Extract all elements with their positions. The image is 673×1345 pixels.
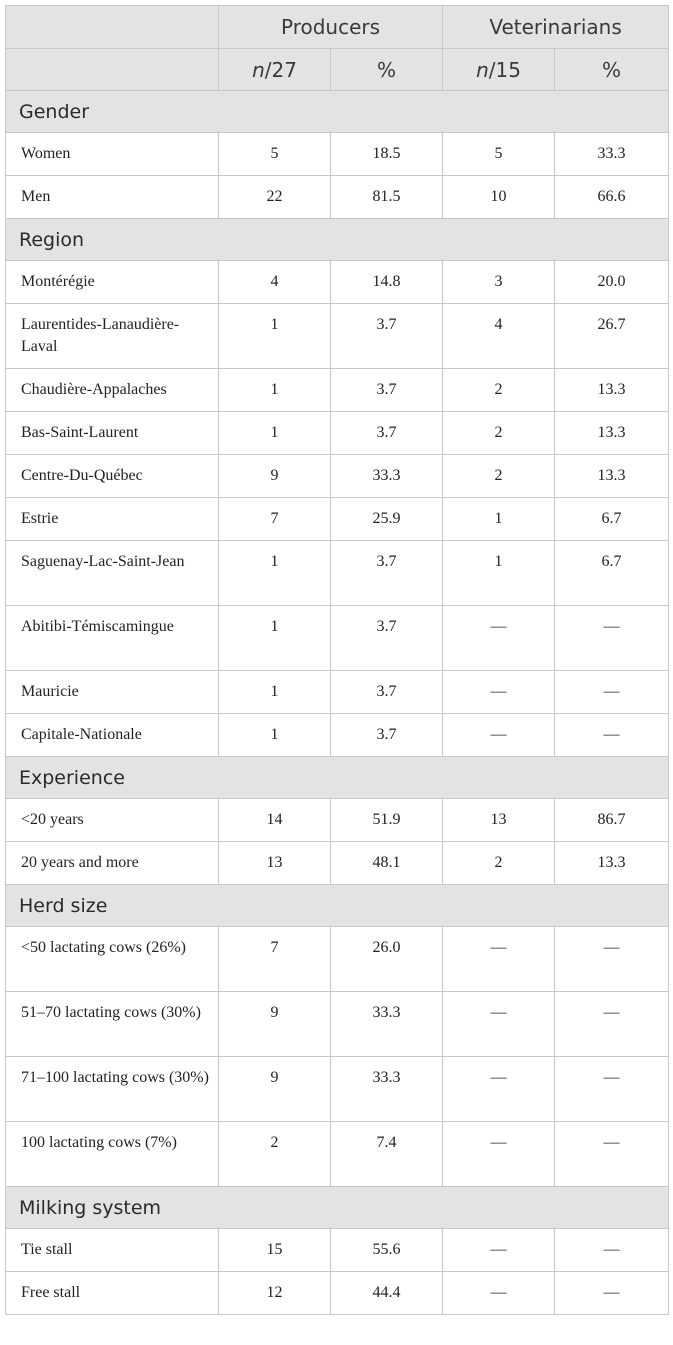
table-row (6, 799, 669, 842)
veterinarians-n: — (443, 1272, 555, 1315)
header-corner-sub (6, 49, 219, 91)
veterinarians-pct: 13.3 (555, 842, 669, 885)
veterinarians-pct: — (555, 1057, 669, 1122)
row-label: <20 years (6, 799, 219, 842)
n-label: n (476, 57, 489, 82)
row-label: Capitale-Nationale (6, 714, 219, 757)
row-label: Chaudière-Appalaches (6, 369, 219, 412)
producers-n: 9 (219, 992, 331, 1057)
table-row (6, 541, 669, 606)
row-label: Mauricie (6, 671, 219, 714)
demographics-table (5, 5, 669, 1315)
veterinarians-n: 1 (443, 541, 555, 606)
producers-pct: 3.7 (331, 671, 443, 714)
veterinarians-n: — (443, 671, 555, 714)
veterinarians-n: 10 (443, 176, 555, 219)
section-row (6, 885, 669, 927)
n-value: /27 (264, 57, 297, 82)
producers-pct: 3.7 (331, 541, 443, 606)
veterinarians-n: 3 (443, 261, 555, 304)
table-row (6, 455, 669, 498)
veterinarians-pct: — (555, 1272, 669, 1315)
producers-pct: 33.3 (331, 1057, 443, 1122)
table-row (6, 714, 669, 757)
veterinarians-pct: — (555, 606, 669, 671)
veterinarians-pct: — (555, 927, 669, 992)
producers-pct: 3.7 (331, 714, 443, 757)
row-label: Tie stall (6, 1229, 219, 1272)
row-label: 20 years and more (6, 842, 219, 885)
producers-n: 1 (219, 606, 331, 671)
producers-pct: 3.7 (331, 412, 443, 455)
producers-n: 1 (219, 671, 331, 714)
producers-n: 22 (219, 176, 331, 219)
veterinarians-n: — (443, 1057, 555, 1122)
veterinarians-pct: 13.3 (555, 412, 669, 455)
row-label: <50 lactating cows (26%) (6, 927, 219, 992)
table-row (6, 606, 669, 671)
producers-pct: 33.3 (331, 455, 443, 498)
producers-pct: 81.5 (331, 176, 443, 219)
producers-pct: 25.9 (331, 498, 443, 541)
producers-n: 13 (219, 842, 331, 885)
veterinarians-n: — (443, 1122, 555, 1187)
producers-pct: 7.4 (331, 1122, 443, 1187)
row-label: 51–70 lactating cows (30%) (6, 992, 219, 1057)
table-row (6, 498, 669, 541)
producers-n: 7 (219, 927, 331, 992)
producers-pct: 55.6 (331, 1229, 443, 1272)
veterinarians-n: — (443, 606, 555, 671)
row-label: Centre-Du-Québec (6, 455, 219, 498)
table-row (6, 261, 669, 304)
veterinarians-pct: 26.7 (555, 304, 669, 369)
table-row (6, 842, 669, 885)
veterinarians-pct: — (555, 671, 669, 714)
table-row (6, 1229, 669, 1272)
veterinarians-n: — (443, 992, 555, 1057)
section-row (6, 1187, 669, 1229)
producers-n: 15 (219, 1229, 331, 1272)
table-row (6, 992, 669, 1057)
veterinarians-pct: 13.3 (555, 455, 669, 498)
table-row (6, 369, 669, 412)
table-row (6, 671, 669, 714)
producers-n: 12 (219, 1272, 331, 1315)
veterinarians-pct: 6.7 (555, 498, 669, 541)
veterinarians-n: 2 (443, 842, 555, 885)
row-label: Bas-Saint-Laurent (6, 412, 219, 455)
producers-n: 5 (219, 133, 331, 176)
row-label: 71–100 lactating cows (30%) (6, 1057, 219, 1122)
row-label: Laurentides-Lanaudière-Laval (6, 304, 219, 369)
veterinarians-n: 2 (443, 412, 555, 455)
producers-pct: 3.7 (331, 369, 443, 412)
row-label: Women (6, 133, 219, 176)
producers-n: 7 (219, 498, 331, 541)
veterinarians-n: 2 (443, 455, 555, 498)
veterinarians-pct: 66.6 (555, 176, 669, 219)
header-veterinarians: Veterinarians (443, 6, 669, 49)
producers-n: 1 (219, 541, 331, 606)
row-label: Free stall (6, 1272, 219, 1315)
veterinarians-pct: 6.7 (555, 541, 669, 606)
producers-n: 9 (219, 1057, 331, 1122)
veterinarians-n: 4 (443, 304, 555, 369)
section-row (6, 757, 669, 799)
veterinarians-pct: — (555, 1229, 669, 1272)
table-row (6, 1122, 669, 1187)
producers-pct: 44.4 (331, 1272, 443, 1315)
producers-pct: 48.1 (331, 842, 443, 885)
n-label: n (252, 57, 265, 82)
veterinarians-pct: 13.3 (555, 369, 669, 412)
table-row (6, 133, 669, 176)
producers-pct: 3.7 (331, 606, 443, 671)
producers-n: 1 (219, 304, 331, 369)
header-producers: Producers (219, 6, 443, 49)
producers-n: 9 (219, 455, 331, 498)
veterinarians-pct: 33.3 (555, 133, 669, 176)
header-producers-n (219, 49, 331, 91)
header-corner (6, 6, 219, 49)
section-title: Gender (6, 91, 669, 133)
section-title: Milking system (6, 1187, 669, 1229)
table-row (6, 927, 669, 992)
veterinarians-pct: — (555, 1122, 669, 1187)
producers-n: 2 (219, 1122, 331, 1187)
producers-n: 14 (219, 799, 331, 842)
producers-n: 1 (219, 412, 331, 455)
header-veterinarians-n (443, 49, 555, 91)
producers-n: 4 (219, 261, 331, 304)
row-label: Saguenay-Lac-Saint-Jean (6, 541, 219, 606)
section-title: Herd size (6, 885, 669, 927)
row-label: Men (6, 176, 219, 219)
producers-pct: 51.9 (331, 799, 443, 842)
producers-n: 1 (219, 714, 331, 757)
table-row (6, 1272, 669, 1315)
producers-pct: 33.3 (331, 992, 443, 1057)
veterinarians-n: 2 (443, 369, 555, 412)
row-label: Abitibi-Témiscamingue (6, 606, 219, 671)
row-label: 100 lactating cows (7%) (6, 1122, 219, 1187)
section-title: Experience (6, 757, 669, 799)
veterinarians-n: — (443, 927, 555, 992)
veterinarians-pct: — (555, 992, 669, 1057)
veterinarians-n: — (443, 714, 555, 757)
row-label: Montérégie (6, 261, 219, 304)
veterinarians-pct: 20.0 (555, 261, 669, 304)
header-row-groups (6, 6, 669, 49)
table-row (6, 304, 669, 369)
row-label: Estrie (6, 498, 219, 541)
veterinarians-n: — (443, 1229, 555, 1272)
producers-pct: 18.5 (331, 133, 443, 176)
producers-n: 1 (219, 369, 331, 412)
producers-pct: 3.7 (331, 304, 443, 369)
header-veterinarians-pct: % (555, 49, 669, 91)
section-title: Region (6, 219, 669, 261)
veterinarians-pct: 86.7 (555, 799, 669, 842)
producers-pct: 14.8 (331, 261, 443, 304)
veterinarians-n: 5 (443, 133, 555, 176)
table-row (6, 412, 669, 455)
header-row-sub (6, 49, 669, 91)
producers-pct: 26.0 (331, 927, 443, 992)
veterinarians-n: 13 (443, 799, 555, 842)
veterinarians-pct: — (555, 714, 669, 757)
table-row (6, 176, 669, 219)
n-value: /15 (488, 57, 521, 82)
table-body (6, 91, 669, 1315)
header-producers-pct: % (331, 49, 443, 91)
veterinarians-n: 1 (443, 498, 555, 541)
section-row (6, 219, 669, 261)
table-row (6, 1057, 669, 1122)
section-row (6, 91, 669, 133)
